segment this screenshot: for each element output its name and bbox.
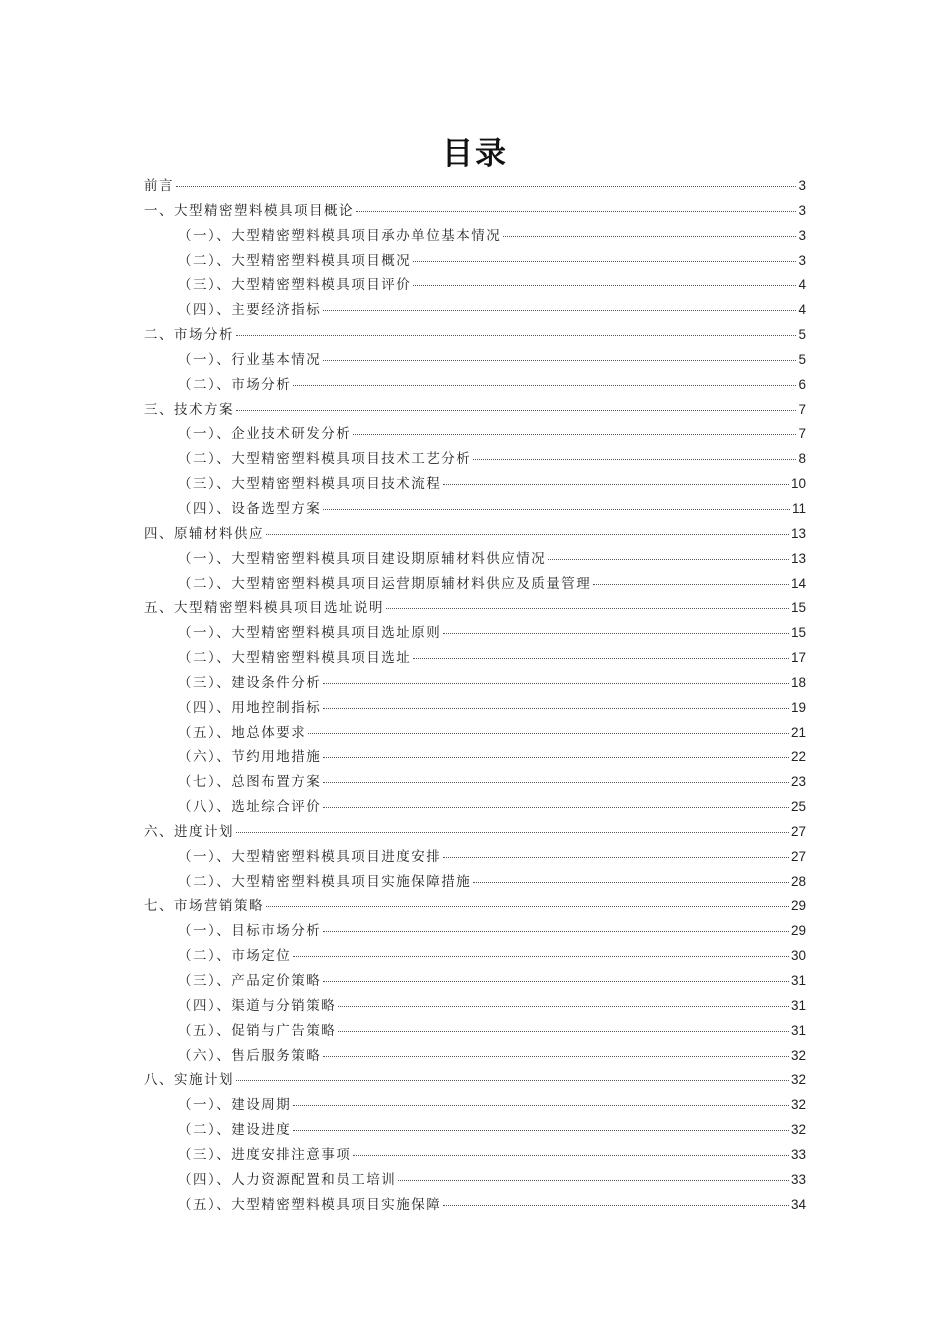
toc-page-number: 28 (790, 873, 806, 889)
toc-dot-leader (323, 757, 789, 758)
toc-entry-label: 七、市场营销策略 (144, 898, 264, 915)
toc-page-number: 21 (790, 724, 806, 740)
toc-page-number: 14 (790, 575, 806, 591)
toc-dot-leader (473, 459, 796, 460)
toc-page-number: 11 (791, 500, 806, 516)
toc-dot-leader (323, 509, 790, 510)
page-title: 目录 (442, 136, 508, 172)
toc-entry-label: 二、市场分析 (144, 327, 234, 344)
toc-entry[interactable] (144, 944, 806, 969)
toc-page-number: 7 (798, 401, 806, 417)
toc-entry[interactable] (144, 820, 806, 845)
toc-entry-label: （五）、促销与广告策略 (178, 1022, 337, 1039)
toc-entry[interactable] (144, 572, 806, 597)
toc-page-number: 31 (790, 1022, 806, 1038)
toc-entry[interactable] (144, 1193, 806, 1218)
toc-entry[interactable] (144, 596, 806, 621)
toc-dot-leader (323, 360, 796, 361)
toc-page-number: 15 (790, 600, 806, 616)
toc-page-number: 33 (790, 1171, 806, 1187)
toc-page-number: 18 (790, 674, 806, 690)
toc-page-number: 34 (790, 1196, 806, 1212)
toc-page-number: 30 (790, 948, 806, 964)
toc-page-number: 32 (790, 1072, 806, 1088)
toc-page-number: 22 (790, 749, 806, 765)
toc-entry-label: （一）、大型精密塑料模具项目进度安排 (178, 848, 442, 865)
toc-entry-label: （二）、建设进度 (178, 1122, 292, 1139)
toc-dot-leader (293, 385, 796, 386)
toc-page-number: 25 (790, 799, 806, 815)
toc-page-number: 13 (790, 550, 806, 566)
toc-entry-label: （六）、节约用地措施 (178, 749, 322, 766)
toc-entry[interactable] (144, 373, 806, 398)
toc-entry[interactable] (144, 547, 806, 572)
toc-page-number: 27 (790, 848, 806, 864)
toc-entry-label: （一）、建设周期 (178, 1097, 292, 1114)
toc-page-number: 29 (790, 898, 806, 914)
toc-entry-label: （五）、大型精密塑料模具项目实施保障 (178, 1196, 442, 1213)
toc-entry-label: 八、实施计划 (144, 1072, 234, 1089)
toc-dot-leader (308, 733, 789, 734)
toc-page-number: 8 (798, 451, 806, 467)
toc-entry[interactable] (144, 1168, 806, 1193)
toc-dot-leader (293, 1130, 789, 1131)
toc-page-number: 29 (790, 923, 806, 939)
toc-entry[interactable] (144, 671, 806, 696)
toc-entry[interactable] (144, 770, 806, 795)
toc-entry-label: （一）、大型精密塑料模具项目承办单位基本情况 (178, 227, 502, 244)
toc-dot-leader (236, 832, 789, 833)
toc-entry-label: （二）、市场定位 (178, 948, 292, 965)
toc-dot-leader (293, 1105, 789, 1106)
toc-entry[interactable] (144, 696, 806, 721)
toc-dot-leader (398, 1180, 789, 1181)
toc-entry[interactable] (144, 745, 806, 770)
toc-entry-label: （五）、地总体要求 (178, 724, 307, 741)
toc-dot-leader (323, 708, 789, 709)
toc-entry-label: （一）、行业基本情况 (178, 351, 322, 368)
toc-entry[interactable] (144, 721, 806, 746)
toc-entry-label: （二）、市场分析 (178, 376, 292, 393)
toc-entry-label: （二）、大型精密塑料模具项目运营期原辅材料供应及质量管理 (178, 575, 592, 592)
toc-entry[interactable] (144, 174, 806, 199)
toc-entry[interactable] (144, 447, 806, 472)
toc-entry[interactable] (144, 1143, 806, 1168)
toc-entry[interactable] (144, 348, 806, 373)
toc-dot-leader (236, 335, 796, 336)
toc-page-number: 13 (790, 525, 806, 541)
toc-entry[interactable] (144, 422, 806, 447)
toc-page-number: 32 (790, 1047, 806, 1063)
toc-entry[interactable] (144, 969, 806, 994)
toc-page-number: 15 (790, 625, 806, 641)
toc-page-number: 5 (798, 327, 806, 343)
toc-dot-leader (443, 1205, 789, 1206)
toc-entry[interactable] (144, 323, 806, 348)
toc-entry[interactable] (144, 224, 806, 249)
toc-page-number: 4 (798, 277, 806, 293)
toc-page-number: 19 (790, 699, 806, 715)
toc-entry-label: （二）、大型精密塑料模具项目选址 (178, 650, 412, 667)
toc-entry[interactable] (144, 398, 806, 423)
toc-entry-label: （一）、大型精密塑料模具项目选址原则 (178, 625, 442, 642)
toc-dot-leader (353, 1155, 789, 1156)
toc-dot-leader (353, 434, 796, 435)
toc-entry[interactable] (144, 870, 806, 895)
toc-entry[interactable] (144, 845, 806, 870)
toc-dot-leader (338, 1006, 789, 1007)
toc-dot-leader (323, 782, 789, 783)
toc-dot-leader (176, 186, 796, 187)
toc-entry-label: 一、大型精密塑料模具项目概论 (144, 202, 354, 219)
toc-page-number: 3 (798, 227, 806, 243)
toc-dot-leader (266, 534, 789, 535)
toc-entry[interactable] (144, 273, 806, 298)
toc-entry[interactable] (144, 1118, 806, 1143)
toc-entry[interactable] (144, 1068, 806, 1093)
toc-entry-label: （四）、人力资源配置和员工培训 (178, 1171, 397, 1188)
toc-dot-leader (593, 584, 789, 585)
toc-entry-label: 三、技术方案 (144, 401, 234, 418)
toc-page-number: 3 (798, 202, 806, 218)
toc-dot-leader (236, 1080, 789, 1081)
toc-entry[interactable] (144, 522, 806, 547)
toc-entry-label: （八）、选址综合评价 (178, 799, 322, 816)
toc-dot-leader (443, 857, 789, 858)
toc-dot-leader (323, 1056, 789, 1057)
toc-page-number: 23 (790, 774, 806, 790)
toc-entry[interactable] (144, 1093, 806, 1118)
toc-dot-leader (323, 931, 789, 932)
toc-dot-leader (236, 410, 796, 411)
toc-dot-leader (473, 882, 789, 883)
toc-dot-leader (356, 211, 796, 212)
toc-entry[interactable] (144, 298, 806, 323)
toc-entry[interactable] (144, 621, 806, 646)
toc-dot-leader (323, 310, 796, 311)
toc-entry[interactable] (144, 199, 806, 224)
toc-page-number: 27 (790, 823, 806, 839)
toc-dot-leader (503, 236, 796, 237)
toc-entry[interactable] (144, 646, 806, 671)
toc-entry-label: （一）、企业技术研发分析 (178, 426, 352, 443)
toc-entry-label: （四）、设备选型方案 (178, 500, 322, 517)
toc-page-number: 3 (798, 252, 806, 268)
toc-page-number: 32 (790, 1122, 806, 1138)
toc-entry-label: （四）、渠道与分销策略 (178, 997, 337, 1014)
toc-dot-leader (386, 608, 789, 609)
toc-dot-leader (338, 1031, 789, 1032)
toc-entry-label: （一）、目标市场分析 (178, 923, 322, 940)
toc-page-number: 3 (798, 178, 806, 193)
toc-dot-leader (293, 956, 789, 957)
toc-entry[interactable] (144, 894, 806, 919)
toc-page-number: 17 (790, 650, 806, 666)
table-of-contents (144, 174, 806, 1217)
toc-dot-leader (413, 658, 789, 659)
toc-entry-label: （四）、用地控制指标 (178, 699, 322, 716)
toc-page-number: 4 (798, 302, 806, 318)
toc-page-number: 31 (790, 997, 806, 1013)
toc-entry[interactable] (144, 249, 806, 274)
toc-entry[interactable] (144, 795, 806, 820)
toc-entry-label: （三）、建设条件分析 (178, 674, 322, 691)
toc-entry[interactable] (144, 1044, 806, 1069)
toc-dot-leader (443, 484, 789, 485)
toc-entry-label: （三）、大型精密塑料模具项目技术流程 (178, 476, 442, 493)
toc-page-number: 6 (798, 376, 806, 392)
toc-page-number: 32 (790, 1097, 806, 1113)
toc-dot-leader (266, 906, 789, 907)
toc-entry-label: （六）、售后服务策略 (178, 1047, 322, 1064)
toc-entry-label: 五、大型精密塑料模具项目选址说明 (144, 600, 384, 617)
toc-page-number: 5 (798, 351, 806, 367)
toc-entry-label: （三）、大型精密塑料模具项目评价 (178, 277, 412, 294)
toc-entry-label: 四、原辅材料供应 (144, 525, 264, 542)
toc-entry[interactable] (144, 472, 806, 497)
toc-entry-label: （二）、大型精密塑料模具项目技术工艺分析 (178, 451, 472, 468)
toc-page-number: 31 (790, 973, 806, 988)
toc-entry-label: （三）、产品定价策略 (178, 973, 322, 989)
toc-dot-leader (443, 633, 789, 634)
toc-entry-label: （七）、总图布置方案 (178, 774, 322, 791)
toc-entry-label: （二）、大型精密塑料模具项目概况 (178, 252, 412, 269)
toc-dot-leader (413, 261, 796, 262)
toc-entry-label: （二）、大型精密塑料模具项目实施保障措施 (178, 873, 472, 890)
toc-entry-label: 六、进度计划 (144, 823, 234, 840)
toc-page-number: 10 (790, 476, 806, 492)
toc-dot-leader (323, 807, 789, 808)
toc-page-number: 7 (798, 426, 806, 442)
toc-dot-leader (548, 559, 789, 560)
toc-entry-label: （一）、大型精密塑料模具项目建设期原辅材料供应情况 (178, 550, 547, 567)
toc-entry[interactable] (144, 497, 806, 522)
toc-entry[interactable] (144, 919, 806, 944)
toc-entry[interactable] (144, 994, 806, 1019)
toc-entry-label: （四）、主要经济指标 (178, 302, 322, 319)
toc-dot-leader (323, 981, 789, 982)
toc-entry-label: 前言 (144, 178, 174, 194)
toc-entry[interactable] (144, 1019, 806, 1044)
toc-page-number: 33 (790, 1146, 806, 1162)
toc-entry-label: （三）、进度安排注意事项 (178, 1146, 352, 1163)
toc-dot-leader (323, 683, 789, 684)
toc-dot-leader (413, 285, 796, 286)
